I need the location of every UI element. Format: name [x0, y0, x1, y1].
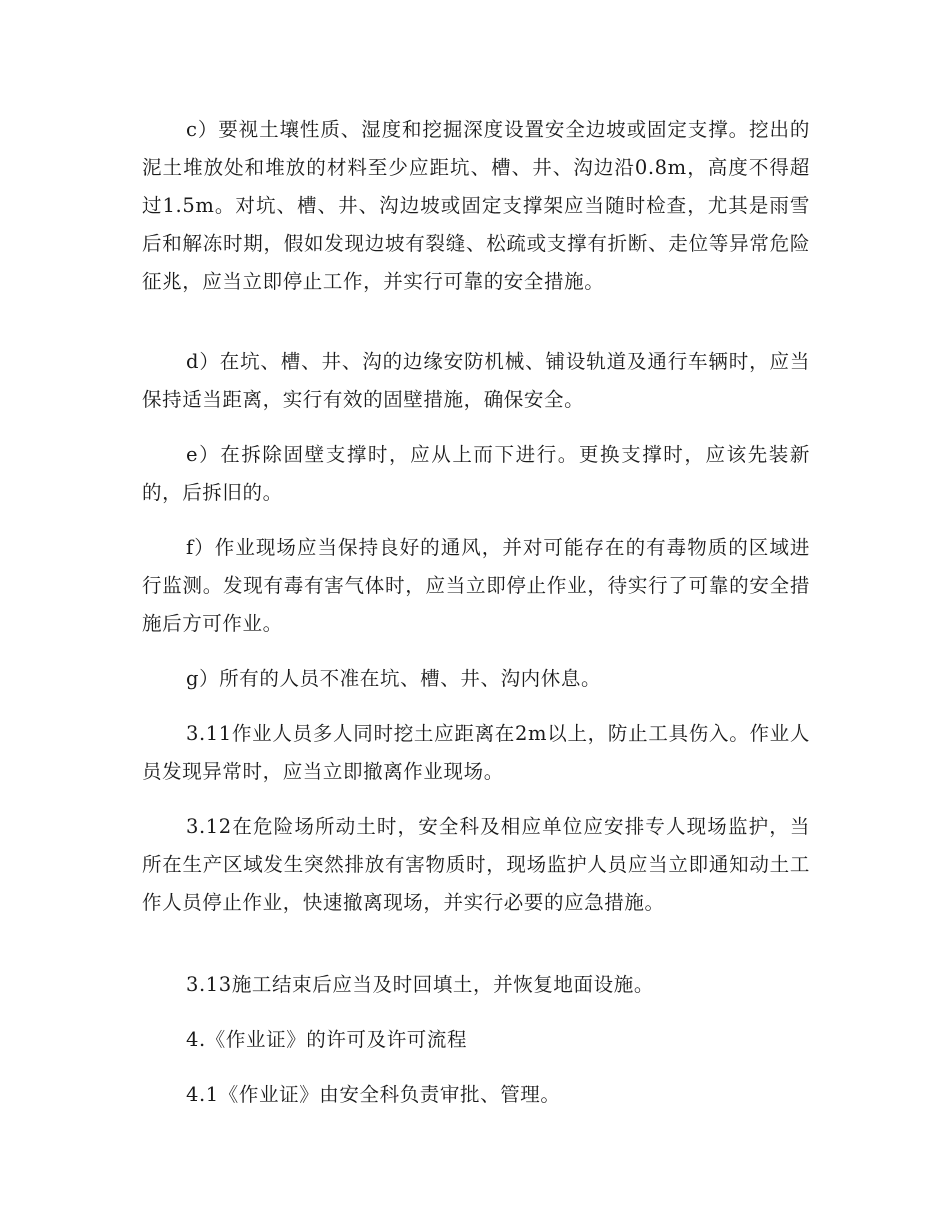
paragraph-3-11: 3.11作业人员多人同时挖土应距离在2m以上，防止工具伤入。作业人员发现异常时，应当立即撤离作业现场。 — [142, 722, 810, 783]
paragraph-c: c）要视土壤性质、湿度和挖掘深度设置安全边坡或固定支撑。挖出的泥土堆放处和堆放的材料至少应距坑、槽、井、沟边沿0.8m，高度不得超过1.5m。对坑、槽、井、沟边坡或固定支撑架应当随时检查，尤其是雨雪后和解冻时期，假如发现边坡有裂缝、松疏或支撑有折断、走位等异常危险征兆，应当立即停止工作，并实行可靠的安全措施。 — [142, 118, 810, 293]
paragraph-3-13: 3.13施工结束后应当及时回填土，并恢复地面设施。 — [186, 973, 654, 996]
paragraph-4-1: 4.1《作业证》由安全科负责审批、管理。 — [186, 1083, 561, 1106]
paragraph-g: g）所有的人员不准在坑、槽、井、沟内休息。 — [186, 667, 602, 690]
section-heading-4: 4.《作业证》的许可及许可流程 — [186, 1028, 468, 1051]
paragraph-d: d）在坑、槽、井、沟的边缘安防机械、铺设轨道及通行车辆时，应当保持适当距离，实行有效的固壁措施，确保安全。 — [142, 350, 810, 411]
paragraph-f: f）作业现场应当保持良好的通风，并对可能存在的有毒物质的区域进行监测。发现有毒有害气体时，应当立即停止作业，待实行了可靠的安全措施后方可作业。 — [142, 536, 810, 635]
paragraph-3-12: 3.12在危险场所动土时，安全科及相应单位应安排专人现场监护，当所在生产区域发生突然排放有害物质时，现场监护人员应当立即通知动土工作人员停止作业，快速撤离现场，并实行必要的应急措施。 — [142, 815, 810, 914]
paragraph-e: e）在拆除固壁支撑时，应从上而下进行。更换支撑时，应该先装新的，后拆旧的。 — [142, 443, 810, 504]
